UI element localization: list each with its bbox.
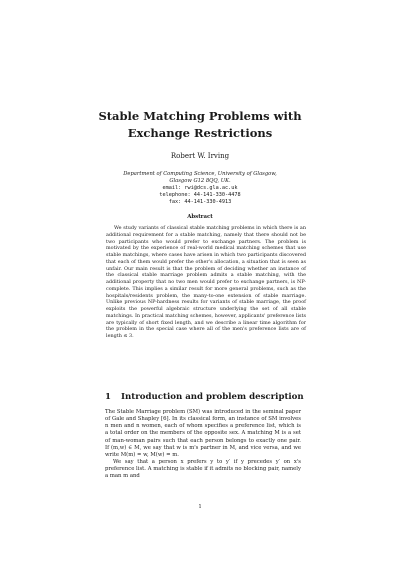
author-email: email: rwi@dcs.gla.ac.uk	[162, 185, 238, 191]
section-title: Introduction and problem description	[121, 392, 304, 402]
title-line-1: Stable Matching Problems with	[98, 109, 302, 123]
abstract-paragraph: We study variants of classical stable matching problems in which there is an additional requirement for a stable matching, namely that there should not be two participants who would prefer to exchange partners. The problem is motivated by the experience of real-world medical matching schemes that use stable matchings, where cases have arisen in which two participants discovered that each of them would prefer the other's allocation, a situation that is seen as unfair. Our main result is that the problem of deciding whether an instance of the classical stable marriage problem admits a stable matching, with the additional property that no two men would prefer to exchange partners, is NP-complete. This implies a similar result for more general problems, such as the hospitals/residents problem, the many-to-one extension of stable marriage. Unlike previous NP-hardness results for variants of stable marriage, the proof exploits the powerful algebraic structure underlying the set of all stable matchings. In practical matching schemes, however, applicants' preference lists are typically of short fixed length, and we describe a linear time algorithm for the problem in the special case where all of the men's preference lists are of length ≤ 3.	[106, 225, 306, 339]
title-line-2: Exchange Restrictions	[127, 126, 273, 140]
author-affiliation	[60, 171, 340, 206]
author-telephone: telephone: 44-141-330-4478	[159, 192, 241, 198]
page-number: 1	[198, 504, 202, 510]
paper-title	[60, 108, 340, 142]
author-fax: fax: 44-141-330-4913	[168, 199, 232, 205]
author-name: Robert W. Irving	[170, 152, 230, 160]
affiliation-line-1: Department of Computing Science, University of Glasgow,	[123, 171, 277, 177]
affiliation-line-2: Glasgow G12 8QQ, UK.	[169, 178, 231, 184]
abstract-heading: Abstract	[187, 214, 213, 220]
body-paragraph-1: The Stable Marriage problem (SM) was introduced in the seminal paper of Gale and Shapley [6]. In its classical form, an instance of SM involves n men and n women, each of whom specifies a preference list, which is a total order on the members of the opposite sex. A matching M is a set of man-woman pairs such that each person belongs to exactly one pair. If (m,w) ∈ M, we say that w is m's partner in M, and vice versa, and we write M(m) = w, M(w) = m.	[105, 409, 301, 458]
abstract-text	[106, 225, 306, 340]
section-heading	[105, 392, 304, 402]
section-number: 1	[105, 392, 111, 402]
body-text	[105, 409, 301, 481]
body-paragraph-2: We say that a person x prefers y to y′ if y precedes y′ on x's preference list. A matching is stable if it admits no blocking pair, namely a man m and	[105, 459, 301, 480]
